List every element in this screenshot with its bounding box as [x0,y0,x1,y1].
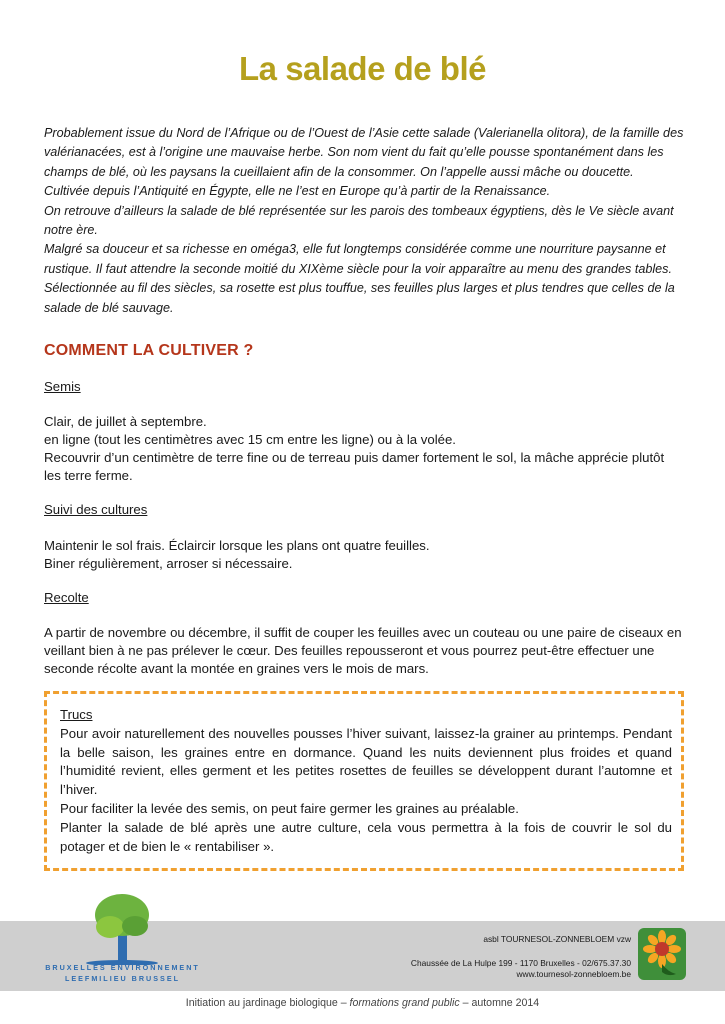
intro-line: Sélectionnée au fil des siècles, sa rosette est plus touffue, ses feuilles plus larges et plus tendres que celles de la salade de blé sauvage. [44,281,675,315]
recolte-text [44,624,684,678]
intro-line: Cultivée depuis l’Antiquité en Égypte, elle ne l’est en Europe qu’à partir de la Renaissance. [44,184,551,199]
bruxelles-environnement-logo [40,893,205,988]
org-address: Chaussée de La Hulpe 199 - 1170 Bruxelles - 02/675.37.30 [410,958,631,968]
intro-line: On retrouve d’ailleurs la salade de blé représentée sur les parois des tombeaux égyptiens, dès le Ve siècle avant notre ère. [44,203,674,238]
semis-title: Semis [44,379,81,394]
recolte-line: A partir de novembre ou décembre, il suffit de couper les feuilles avec un couteau ou une paire de ciseaux en veillant bien à ne pas prélever le cœur. Des feuilles repousseront et vous pourrez peut-être effectuer une seconde récolte avant la montée en graines vers le mois de mars. [44,625,682,676]
intro-line: Malgré sa douceur et sa richesse en oméga3, elle fut longtemps considérée comme une nourriture paysanne et rustique. Il faut attendre la seconde moitié du XIXème siècle pour la voir apparaître au menu des grandes tables. [44,242,672,276]
tips-content [60,706,672,856]
semis-line: Recouvrir d’un centimètre de terre fine ou de terreau puis damer fortement le sol, la mâche apprécie plutôt les terre ferme. [44,450,665,483]
tips-line: Pour faciliter la levée des semis, on peut faire germer les graines au préalable. [60,800,519,816]
footer-course-prefix: Initiation au jardinage biologique – [185,997,350,1009]
tree-logo-icon [40,893,205,965]
tips-title: Trucs [60,707,93,722]
footer-course-line [0,997,725,1009]
footer-course-audience: formations grand public [349,997,460,1009]
semis-line: Clair, de juillet à septembre. [44,414,207,429]
tips-line: Pour avoir naturellement des nouvelles pousses l’hiver suivant, laissez-la grainer au printemps. Pendant la belle saison, les graines entre en dormance. Quand les nuits deviennent plus froides et quand l’humidité revient, elles germent et les petites rosettes de feuilles se développent durant l’automne et l’hiver. [60,725,672,798]
logo-text-fr: BRUXELLES ENVIRONNEMENT [45,963,200,972]
org-website[interactable]: www.tournesol-zonnebloem.be [516,969,631,979]
logo-text-nl: LEEFMILIEU BRUSSEL [64,974,181,983]
tips-box [44,691,684,871]
suivi-line: Maintenir le sol frais. Éclaircir lorsque les plans ont quatre feuilles. [44,538,430,553]
section-heading: COMMENT LA CULTIVER ? [44,342,254,359]
semis-text [44,413,684,485]
org-name: asbl TOURNESOL-ZONNEBLOEM vzw [483,934,631,944]
intro-paragraph [44,124,684,318]
suivi-line: Biner régulièrement, arroser si nécessaire. [44,556,293,571]
suivi-title: Suivi des cultures [44,502,148,517]
intro-line: Probablement issue du Nord de l’Afrique ou de l’Ouest de l’Asie cette salade (Valerianella olitora), de la famille des valérianacées, est à l’origine une mauvaise herbe. Son nom vient du fait qu’elle pousse spontanément dans les champs de blé, où les paysans la cueillaient afin de la consommer. On l’appelle aussi mâche ou doucette. [44,126,684,179]
org-contact [411,958,631,980]
footer-course-suffix: – automne 2014 [459,997,540,1009]
semis-line: en ligne (tout les centimètres avec 15 cm entre les ligne) ou à la volée. [44,432,456,447]
page-title: La salade de blé [239,50,486,87]
suivi-text [44,537,684,573]
tips-line: Planter la salade de blé après une autre culture, cela vous permettra à la fois de couvrir le sol du potager et de bien le « rentabiliser ». [60,819,672,854]
sunflower-logo-icon [638,928,686,980]
recolte-title: Recolte [44,590,89,605]
